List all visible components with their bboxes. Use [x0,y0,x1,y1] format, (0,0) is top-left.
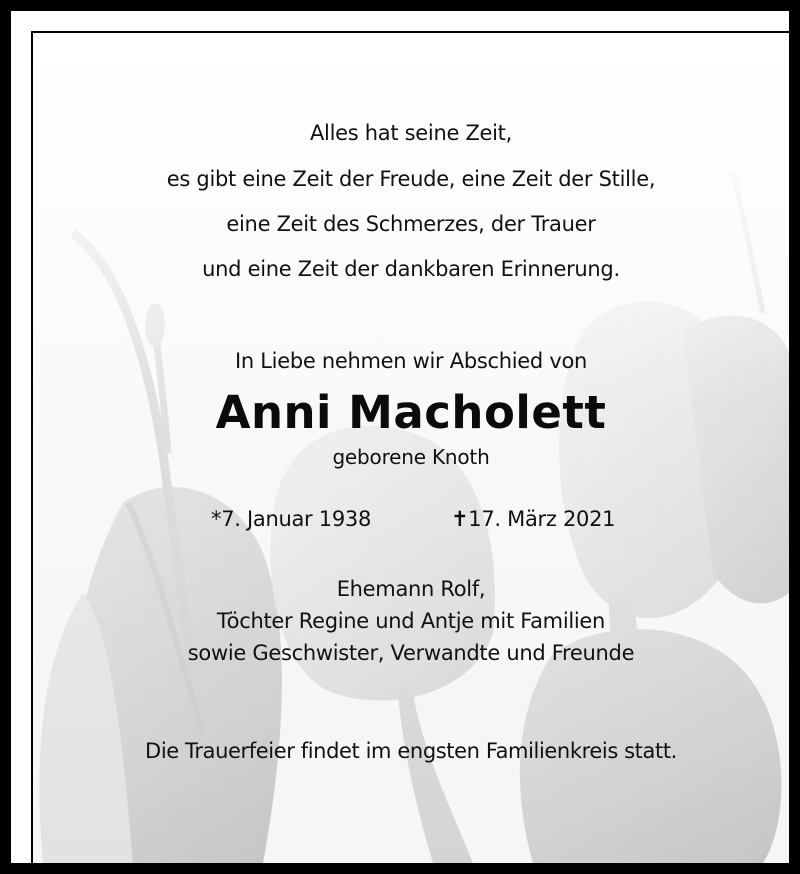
obituary-inner-border [31,31,791,865]
poem-line: und eine Zeit der dankbaren Erinnerung. [202,257,620,281]
poem-line: eine Zeit des Schmerzes, der Trauer [226,212,596,236]
farewell-intro: In Liebe nehmen wir Abschied von [234,349,587,373]
poem-line: es gibt eine Zeit der Freude, eine Zeit der Stille, [166,167,656,191]
funeral-notice: Die Trauerfeier findet im engsten Familienkreis statt. [145,739,677,763]
mourner-line: Ehemann Rolf, [336,577,486,601]
birth-date: *7. Januar 1938 [211,507,372,531]
mourner-line: Töchter Regine und Antje mit Familien [216,609,606,633]
mourner-line: sowie Geschwister, Verwandte und Freunde [187,641,635,665]
maiden-name: geborene Knoth [332,445,490,469]
death-date: ✝17. März 2021 [451,507,616,531]
deceased-name: Anni Macholett [215,386,607,439]
poem-line: Alles hat seine Zeit, [309,121,512,145]
obituary-content [33,33,789,863]
